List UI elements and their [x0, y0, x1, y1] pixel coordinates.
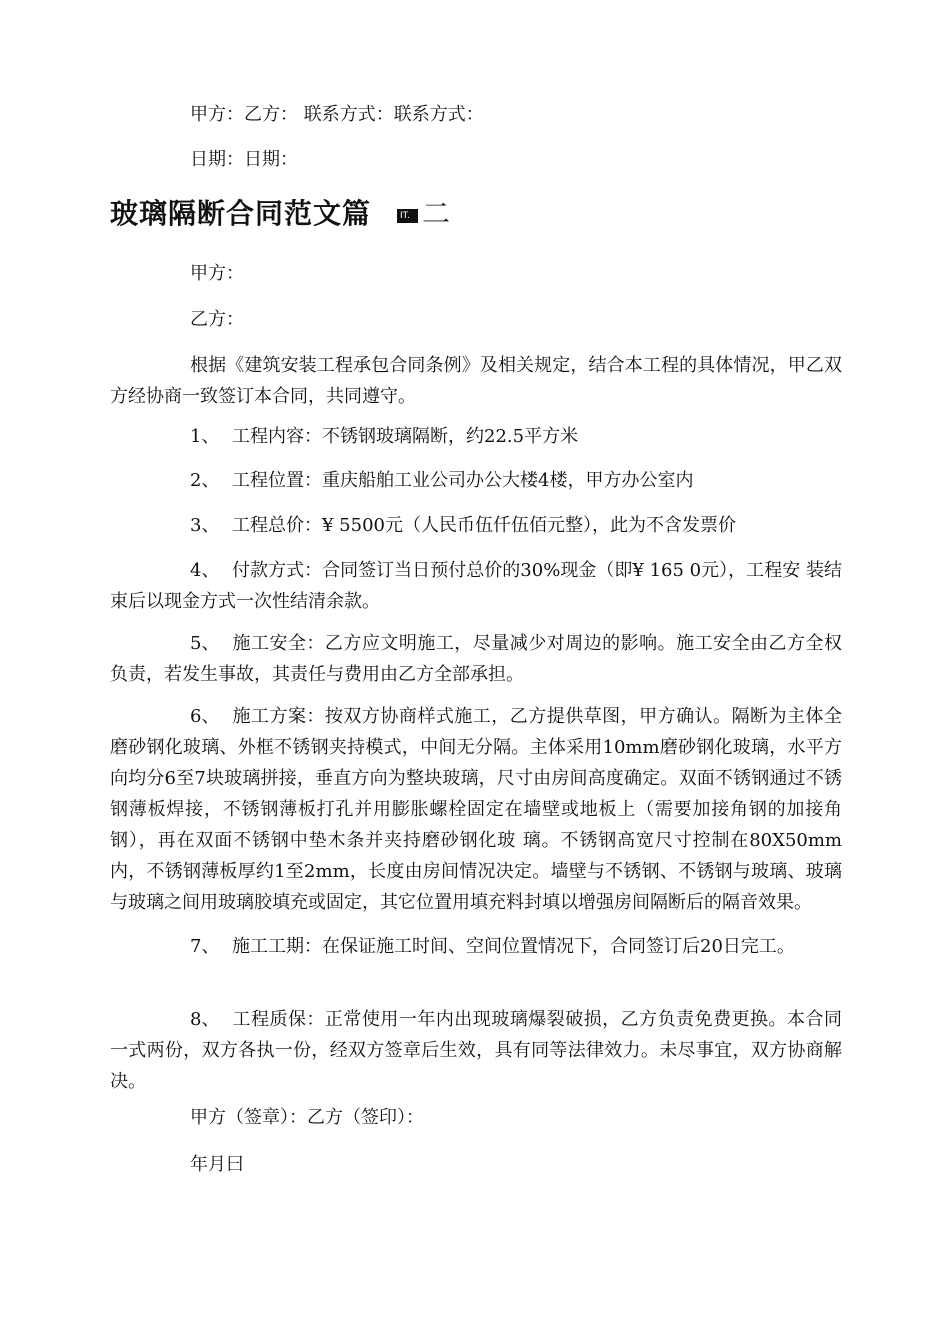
title-text: 玻璃隔断合同范文篇: [110, 197, 372, 230]
party-b-label: 乙方：: [190, 309, 244, 330]
clause-number: 5、: [190, 633, 220, 654]
clause-number: 1、: [190, 426, 220, 447]
header-dates: 日期：日期：: [190, 149, 298, 170]
clause-7: [110, 931, 842, 962]
clause-text: 施工方案：按双方协商样式施工，乙方提供草图，甲方确认。隔断为主体全磨砂钢化玻璃、外框不锈钢夹持模式，中间无分隔。主体采用10mm磨砂钢化玻璃，水平方向均分6至7块玻璃拼接，垂直方向为整块玻璃，尺寸由房间高度确定。双面不锈钢通过不锈钢薄板焊接，不锈钢薄板打孔并用膨胀螺栓固定在墙壁或地板上（需要加接角钢的加接角钢），再在双面不锈钢中垫木条并夹持磨砂钢化玻 璃。不锈钢高宽尺寸控制在80X50mm内，不锈钢薄板厚约1至2mm，长度由房间情况决定。墙壁与不锈钢、不锈钢与玻璃、玻璃与玻璃之间用玻璃胶填充或固定，其它位置用填充料封填以增强房间隔断后的隔音效果。: [110, 706, 842, 913]
clause-5: [110, 628, 842, 690]
clause-number: 7、: [190, 936, 220, 957]
clause-8: [110, 1004, 842, 1097]
clause-3: [110, 510, 842, 541]
clause-text: 施工安全：乙方应文明施工，尽量减少对周边的影响。施工安全由乙方全权负责，若发生事故，其责任与费用由乙方全部承担。: [110, 633, 842, 685]
signature-date: 年月曰: [190, 1154, 244, 1175]
clause-text: 施工工期：在保证施工时间、空间位置情况下，合同签订后20日完工。: [232, 936, 795, 957]
clause-text: 工程总价：¥ 5500元（人民币伍仟伍佰元整），此为不含发票价: [232, 515, 736, 536]
clause-number: 6、: [190, 706, 220, 727]
clause-6: [110, 701, 842, 918]
signature-line: 甲方（签章）：乙方（签印）：: [190, 1107, 424, 1128]
clause-text: 工程质保：正常使用一年内出现玻璃爆裂破损，乙方负责免费更换。本合同一式两份，双方各执一份，经双方签章后生效，具有同等法律效力。未尽事宜，双方协商解决。: [110, 1009, 842, 1092]
header-parties-contact: 甲方：乙方： 联系方式：联系方式：: [190, 104, 484, 125]
clause-number: 4、: [190, 560, 220, 581]
clause-text: 工程内容：不锈钢玻璃隔断，约22.5平方米: [232, 426, 579, 447]
document-title: [110, 196, 451, 232]
clause-text: 付款方式：合同签订当日预付总价的30%现金（即¥ 165 0元），工程安 装结束后以现金方式一次性结清余款。: [110, 560, 842, 612]
clause-2: [110, 465, 842, 496]
intro-paragraph: 根据《建筑安装工程承包合同条例》及相关规定，结合本工程的具体情况，甲乙双方经协商一致签订本合同，共同遵守。: [110, 355, 842, 407]
clause-text: 工程位置：重庆船舶工业公司办公大楼4楼，甲方办公室内: [232, 470, 694, 491]
clause-4: [110, 555, 842, 617]
title-badge: IT.: [397, 209, 418, 223]
clause-number: 2、: [190, 470, 220, 491]
clause-number: 8、: [190, 1009, 220, 1030]
title-suffix: 二: [421, 197, 451, 230]
clause-number: 3、: [190, 515, 220, 536]
clause-1: [110, 421, 842, 452]
party-a-label: 甲方：: [190, 263, 244, 284]
